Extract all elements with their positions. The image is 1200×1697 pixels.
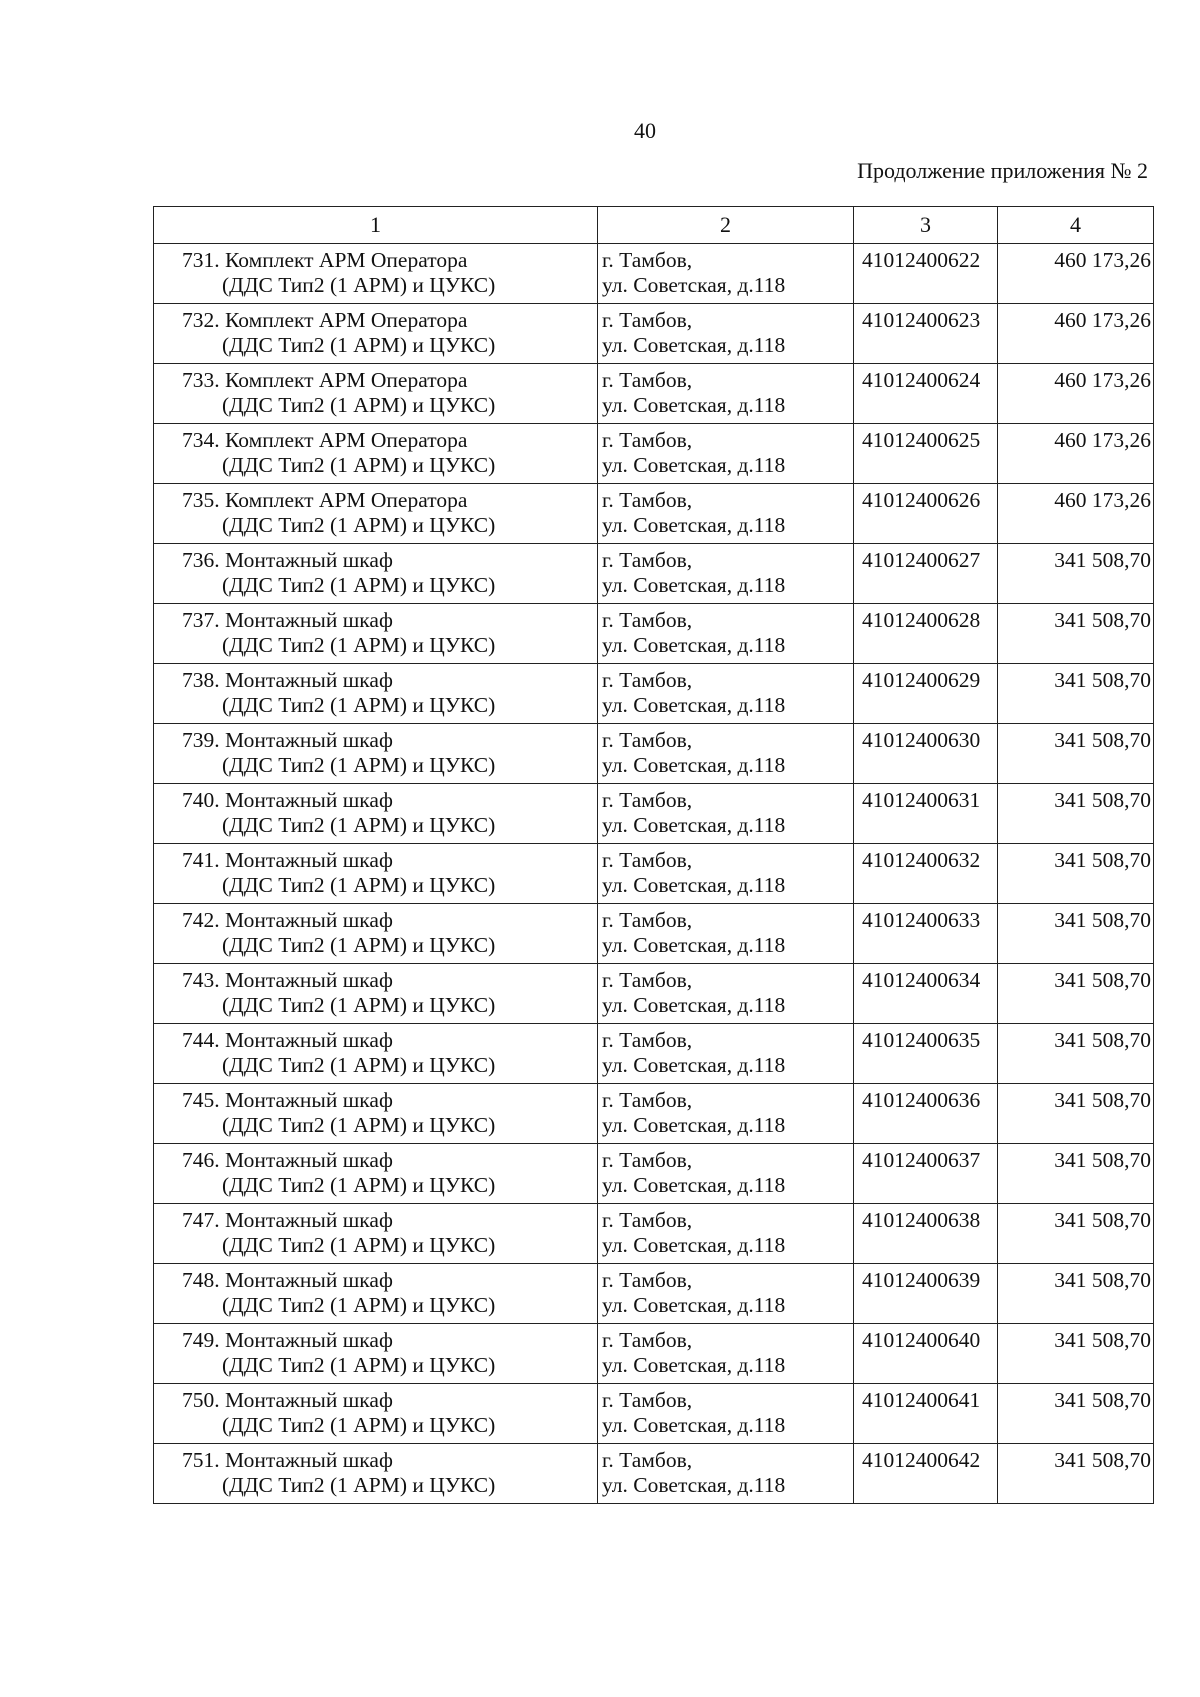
address-street: ул. Советская, д.118: [602, 753, 786, 777]
address-cell: [598, 904, 854, 964]
column-header-2: 2: [598, 207, 854, 244]
address-cell: [598, 544, 854, 604]
address-city: г. Тамбов,: [602, 1268, 693, 1292]
inventory-number: 41012400637: [854, 1144, 998, 1204]
item-name-detail: (ДДС Тип2 (1 АРМ) и ЦУКС): [222, 873, 496, 897]
item-cost: 341 508,70: [998, 1084, 1154, 1144]
item-name: 738. Монтажный шкаф: [182, 668, 393, 692]
address-cell: [598, 964, 854, 1024]
item-name: 751. Монтажный шкаф: [182, 1448, 393, 1472]
item-cost: 460 173,26: [998, 364, 1154, 424]
item-cost: 460 173,26: [998, 484, 1154, 544]
item-name-detail: (ДДС Тип2 (1 АРМ) и ЦУКС): [222, 1173, 496, 1197]
address-city: г. Тамбов,: [602, 548, 693, 572]
table-row: [154, 244, 1154, 304]
column-header-4: 4: [998, 207, 1154, 244]
item-name-cell: [154, 424, 598, 484]
item-name-detail: (ДДС Тип2 (1 АРМ) и ЦУКС): [222, 1233, 496, 1257]
item-name-cell: [154, 1024, 598, 1084]
table-row: [154, 1324, 1154, 1384]
item-name: 741. Монтажный шкаф: [182, 848, 393, 872]
item-name-cell: [154, 724, 598, 784]
address-cell: [598, 484, 854, 544]
table-row: [154, 964, 1154, 1024]
item-name: 748. Монтажный шкаф: [182, 1268, 393, 1292]
address-street: ул. Советская, д.118: [602, 813, 786, 837]
address-street: ул. Советская, д.118: [602, 573, 786, 597]
address-cell: [598, 424, 854, 484]
item-name: 749. Монтажный шкаф: [182, 1328, 393, 1352]
address-cell: [598, 604, 854, 664]
inventory-number: 41012400627: [854, 544, 998, 604]
inventory-number: 41012400625: [854, 424, 998, 484]
item-name-cell: [154, 1324, 598, 1384]
table-row: [154, 604, 1154, 664]
address-city: г. Тамбов,: [602, 488, 693, 512]
address-city: г. Тамбов,: [602, 608, 693, 632]
address-cell: [598, 1444, 854, 1504]
address-street: ул. Советская, д.118: [602, 633, 786, 657]
item-name-cell: [154, 484, 598, 544]
inventory-number: 41012400629: [854, 664, 998, 724]
inventory-number: 41012400638: [854, 1204, 998, 1264]
inventory-number: 41012400636: [854, 1084, 998, 1144]
item-cost: 460 173,26: [998, 424, 1154, 484]
address-street: ул. Советская, д.118: [602, 873, 786, 897]
item-name-detail: (ДДС Тип2 (1 АРМ) и ЦУКС): [222, 1473, 496, 1497]
item-name-detail: (ДДС Тип2 (1 АРМ) и ЦУКС): [222, 813, 496, 837]
item-name-detail: (ДДС Тип2 (1 АРМ) и ЦУКС): [222, 693, 496, 717]
item-cost: 341 508,70: [998, 844, 1154, 904]
column-header-1: 1: [154, 207, 598, 244]
table-row: [154, 424, 1154, 484]
item-name-detail: (ДДС Тип2 (1 АРМ) и ЦУКС): [222, 393, 496, 417]
table-row: [154, 1024, 1154, 1084]
table-body: [154, 244, 1154, 1504]
item-name: 750. Монтажный шкаф: [182, 1388, 393, 1412]
address-city: г. Тамбов,: [602, 1028, 693, 1052]
address-street: ул. Советская, д.118: [602, 333, 786, 357]
item-name: 745. Монтажный шкаф: [182, 1088, 393, 1112]
inventory-number: 41012400635: [854, 1024, 998, 1084]
table-row: [154, 1264, 1154, 1324]
address-street: ул. Советская, д.118: [602, 693, 786, 717]
address-city: г. Тамбов,: [602, 848, 693, 872]
address-street: ул. Советская, д.118: [602, 1173, 786, 1197]
address-cell: [598, 364, 854, 424]
address-street: ул. Советская, д.118: [602, 273, 786, 297]
item-name-detail: (ДДС Тип2 (1 АРМ) и ЦУКС): [222, 1113, 496, 1137]
address-street: ул. Советская, д.118: [602, 513, 786, 537]
address-cell: [598, 244, 854, 304]
item-name: 732. Комплект АРМ Оператора: [182, 308, 468, 332]
item-cost: 341 508,70: [998, 904, 1154, 964]
asset-table: [153, 206, 1154, 1504]
item-name-cell: [154, 544, 598, 604]
inventory-number: 41012400640: [854, 1324, 998, 1384]
item-name-detail: (ДДС Тип2 (1 АРМ) и ЦУКС): [222, 1353, 496, 1377]
address-cell: [598, 1264, 854, 1324]
address-city: г. Тамбов,: [602, 1448, 693, 1472]
item-name-detail: (ДДС Тип2 (1 АРМ) и ЦУКС): [222, 1053, 496, 1077]
item-name-cell: [154, 304, 598, 364]
table-row: [154, 904, 1154, 964]
address-city: г. Тамбов,: [602, 788, 693, 812]
item-name-cell: [154, 664, 598, 724]
table-row: [154, 1444, 1154, 1504]
address-cell: [598, 844, 854, 904]
item-name: 739. Монтажный шкаф: [182, 728, 393, 752]
item-name: 742. Монтажный шкаф: [182, 908, 393, 932]
item-name-cell: [154, 1384, 598, 1444]
item-cost: 341 508,70: [998, 1204, 1154, 1264]
address-city: г. Тамбов,: [602, 1088, 693, 1112]
inventory-number: 41012400639: [854, 1264, 998, 1324]
item-name-cell: [154, 244, 598, 304]
address-street: ул. Советская, д.118: [602, 1413, 786, 1437]
address-cell: [598, 664, 854, 724]
item-name: 733. Комплект АРМ Оператора: [182, 368, 468, 392]
address-street: ул. Советская, д.118: [602, 993, 786, 1017]
address-cell: [598, 304, 854, 364]
address-street: ул. Советская, д.118: [602, 1353, 786, 1377]
inventory-number: 41012400623: [854, 304, 998, 364]
inventory-number: 41012400632: [854, 844, 998, 904]
item-cost: 341 508,70: [998, 1024, 1154, 1084]
item-name-cell: [154, 904, 598, 964]
address-city: г. Тамбов,: [602, 368, 693, 392]
address-street: ул. Советская, д.118: [602, 393, 786, 417]
address-city: г. Тамбов,: [602, 248, 693, 272]
inventory-number: 41012400626: [854, 484, 998, 544]
address-city: г. Тамбов,: [602, 1148, 693, 1172]
inventory-number: 41012400634: [854, 964, 998, 1024]
item-name: 744. Монтажный шкаф: [182, 1028, 393, 1052]
address-city: г. Тамбов,: [602, 1208, 693, 1232]
item-name-detail: (ДДС Тип2 (1 АРМ) и ЦУКС): [222, 513, 496, 537]
address-street: ул. Советская, д.118: [602, 1293, 786, 1317]
address-street: ул. Советская, д.118: [602, 1233, 786, 1257]
address-city: г. Тамбов,: [602, 428, 693, 452]
item-name-cell: [154, 1204, 598, 1264]
item-name: 747. Монтажный шкаф: [182, 1208, 393, 1232]
item-name-detail: (ДДС Тип2 (1 АРМ) и ЦУКС): [222, 453, 496, 477]
inventory-number: 41012400622: [854, 244, 998, 304]
item-cost: 341 508,70: [998, 604, 1154, 664]
item-name-cell: [154, 364, 598, 424]
table-row: [154, 1204, 1154, 1264]
appendix-title: Продолжение приложения № 2: [857, 158, 1148, 183]
item-name-cell: [154, 964, 598, 1024]
address-city: г. Тамбов,: [602, 728, 693, 752]
address-cell: [598, 1384, 854, 1444]
address-cell: [598, 1324, 854, 1384]
item-name: 740. Монтажный шкаф: [182, 788, 393, 812]
address-street: ул. Советская, д.118: [602, 1113, 786, 1137]
item-name-cell: [154, 784, 598, 844]
inventory-number: 41012400630: [854, 724, 998, 784]
table-row: [154, 364, 1154, 424]
item-name-cell: [154, 1264, 598, 1324]
item-name-detail: (ДДС Тип2 (1 АРМ) и ЦУКС): [222, 993, 496, 1017]
item-cost: 341 508,70: [998, 784, 1154, 844]
table-row: [154, 784, 1154, 844]
table-row: [154, 664, 1154, 724]
table-row: [154, 484, 1154, 544]
address-cell: [598, 1084, 854, 1144]
address-cell: [598, 1144, 854, 1204]
inventory-number: 41012400633: [854, 904, 998, 964]
item-name: 735. Комплект АРМ Оператора: [182, 488, 468, 512]
item-cost: 341 508,70: [998, 1444, 1154, 1504]
item-name: 731. Комплект АРМ Оператора: [182, 248, 468, 272]
address-street: ул. Советская, д.118: [602, 1473, 786, 1497]
address-cell: [598, 1204, 854, 1264]
table-header-row: [154, 207, 1154, 244]
item-name-cell: [154, 604, 598, 664]
address-city: г. Тамбов,: [602, 968, 693, 992]
item-cost: 341 508,70: [998, 1144, 1154, 1204]
item-cost: 341 508,70: [998, 1264, 1154, 1324]
item-cost: 460 173,26: [998, 244, 1154, 304]
item-cost: 341 508,70: [998, 1384, 1154, 1444]
column-header-3: 3: [854, 207, 998, 244]
item-name-detail: (ДДС Тип2 (1 АРМ) и ЦУКС): [222, 573, 496, 597]
item-name-detail: (ДДС Тип2 (1 АРМ) и ЦУКС): [222, 273, 496, 297]
item-cost: 341 508,70: [998, 1324, 1154, 1384]
table-row: [154, 544, 1154, 604]
address-cell: [598, 784, 854, 844]
item-name: 746. Монтажный шкаф: [182, 1148, 393, 1172]
address-cell: [598, 1024, 854, 1084]
inventory-number: 41012400628: [854, 604, 998, 664]
item-name: 737. Монтажный шкаф: [182, 608, 393, 632]
page-number: 40: [634, 118, 656, 143]
item-cost: 341 508,70: [998, 544, 1154, 604]
address-city: г. Тамбов,: [602, 1388, 693, 1412]
item-name-cell: [154, 1144, 598, 1204]
item-name-detail: (ДДС Тип2 (1 АРМ) и ЦУКС): [222, 333, 496, 357]
table-row: [154, 844, 1154, 904]
item-name-detail: (ДДС Тип2 (1 АРМ) и ЦУКС): [222, 753, 496, 777]
address-city: г. Тамбов,: [602, 668, 693, 692]
inventory-number: 41012400641: [854, 1384, 998, 1444]
item-cost: 341 508,70: [998, 664, 1154, 724]
table-row: [154, 1144, 1154, 1204]
item-cost: 341 508,70: [998, 724, 1154, 784]
address-street: ул. Советская, д.118: [602, 933, 786, 957]
item-name-detail: (ДДС Тип2 (1 АРМ) и ЦУКС): [222, 633, 496, 657]
address-city: г. Тамбов,: [602, 308, 693, 332]
inventory-number: 41012400624: [854, 364, 998, 424]
address-street: ул. Советская, д.118: [602, 1053, 786, 1077]
table-row: [154, 1084, 1154, 1144]
item-name-detail: (ДДС Тип2 (1 АРМ) и ЦУКС): [222, 933, 496, 957]
address-cell: [598, 724, 854, 784]
item-name-detail: (ДДС Тип2 (1 АРМ) и ЦУКС): [222, 1413, 496, 1437]
inventory-number: 41012400631: [854, 784, 998, 844]
item-name-cell: [154, 1444, 598, 1504]
address-street: ул. Советская, д.118: [602, 453, 786, 477]
item-name: 743. Монтажный шкаф: [182, 968, 393, 992]
inventory-number: 41012400642: [854, 1444, 998, 1504]
item-name-cell: [154, 1084, 598, 1144]
item-name-detail: (ДДС Тип2 (1 АРМ) и ЦУКС): [222, 1293, 496, 1317]
item-cost: 341 508,70: [998, 964, 1154, 1024]
table-row: [154, 304, 1154, 364]
address-city: г. Тамбов,: [602, 1328, 693, 1352]
item-cost: 460 173,26: [998, 304, 1154, 364]
address-city: г. Тамбов,: [602, 908, 693, 932]
table-row: [154, 724, 1154, 784]
item-name: 736. Монтажный шкаф: [182, 548, 393, 572]
table-row: [154, 1384, 1154, 1444]
item-name-cell: [154, 844, 598, 904]
item-name: 734. Комплект АРМ Оператора: [182, 428, 468, 452]
